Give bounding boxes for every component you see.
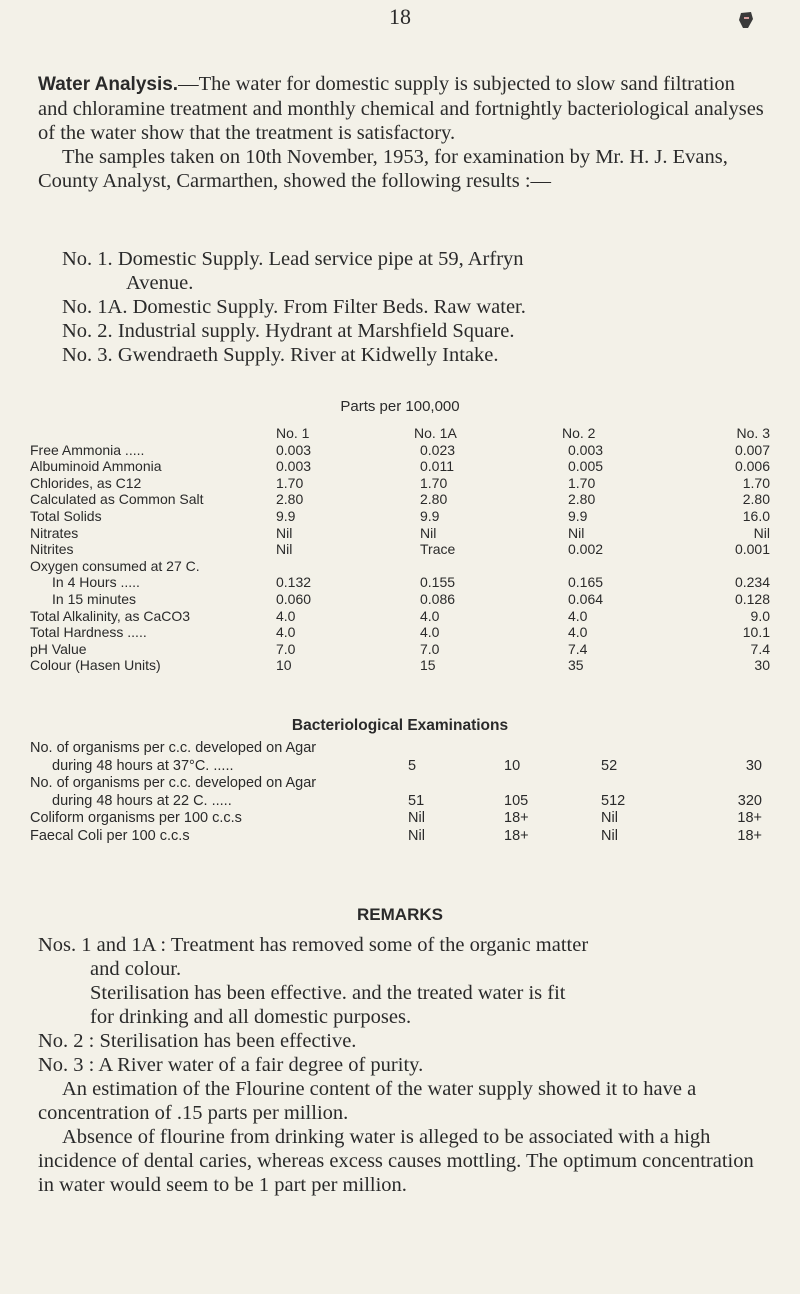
table-cell: 4.0 — [568, 624, 588, 641]
table-cell: 30 — [754, 657, 770, 674]
section-heading: Water Analysis. — [38, 74, 179, 95]
table-cell: 9.9 — [420, 507, 440, 524]
table-row — [30, 525, 770, 542]
table-cell: 0.002 — [568, 541, 604, 558]
column-header: No. 1 — [276, 425, 310, 441]
bact-cell: 52 — [601, 757, 618, 774]
table-cell: 2.80 — [742, 491, 770, 508]
table-row — [30, 591, 770, 608]
table-cell: 7.4 — [750, 640, 770, 657]
table-cell: 0.234 — [734, 574, 770, 591]
table-cell: Nil — [276, 524, 293, 541]
page-number: 18 — [389, 4, 411, 29]
sample-item — [62, 343, 782, 367]
row-label: during 48 hours at 37°C. ..... — [52, 757, 234, 774]
table-cell: 0.006 — [734, 458, 770, 475]
remark-line: Nos. 1 and 1A : Treatment has removed some of the organic matter — [38, 934, 589, 956]
table-cell: 0.132 — [276, 574, 312, 591]
bact-cell: 10 — [504, 757, 521, 774]
table-cell: 16.0 — [742, 507, 770, 524]
table-cell: 9.9 — [276, 507, 296, 524]
bact-cell: Nil — [408, 810, 425, 826]
table-cell: Nil — [568, 524, 585, 541]
table-row — [30, 458, 770, 475]
bact-row — [30, 828, 770, 846]
table-caption: Parts per 100,000 — [340, 398, 460, 415]
table-cell: Trace — [420, 541, 456, 558]
table-row — [30, 541, 770, 558]
table-cell: 4.0 — [276, 607, 296, 624]
bact-cell: 512 — [601, 792, 626, 809]
row-label: No. of organisms per c.c. developed on Agar — [30, 775, 317, 791]
row-label: Coliform organisms per 100 c.c.s — [30, 810, 242, 826]
bact-cell: Nil — [408, 827, 425, 844]
bact-row — [30, 775, 770, 793]
table-cell: 9.9 — [568, 507, 588, 524]
row-label: In 4 Hours ..... — [52, 574, 140, 591]
bact-row — [30, 793, 770, 811]
row-label: Faecal Coli per 100 c.c.s — [30, 827, 190, 844]
table-row — [30, 475, 770, 492]
remark-line: No. 2 : Sterilisation has been effective. — [38, 1030, 357, 1052]
row-label: Colour (Hasen Units) — [30, 657, 161, 674]
table-cell: 35 — [568, 657, 584, 674]
row-label: Total Solids — [30, 507, 102, 524]
table-cell: 4.0 — [420, 607, 440, 624]
table-cell: 4.0 — [276, 624, 296, 641]
table-row — [30, 657, 770, 674]
sample-number: No. 1A. — [62, 296, 128, 318]
bact-cell: 5 — [408, 757, 417, 774]
table-row — [30, 624, 770, 641]
table-cell: 0.155 — [420, 574, 456, 591]
row-label: Oxygen consumed at 27 C. — [30, 557, 200, 574]
remark-paragraph: Absence of flourine from drinking water is alleged to be associated with a high incidence of dental caries, whereas excess causes mottling. The optimum concentration in water would seem to be 1 part per million. — [38, 1126, 754, 1196]
sample-list — [62, 247, 782, 367]
table-row — [30, 574, 770, 591]
column-header: No. 2 — [562, 425, 596, 441]
table-cell: 15 — [420, 657, 436, 674]
table-cell: 2.80 — [420, 491, 448, 508]
bact-cell: 18+ — [504, 810, 529, 826]
table-cell: Nil — [753, 524, 770, 541]
corner-mark-icon — [737, 10, 755, 30]
table-cell: Nil — [276, 541, 293, 558]
table-cell: 0.086 — [420, 590, 456, 607]
bact-row — [30, 758, 770, 776]
remark-line: and colour. — [90, 958, 182, 980]
table-cell: 0.064 — [568, 590, 604, 607]
table-cell: 4.0 — [420, 624, 440, 641]
chemical-analysis-table — [30, 425, 770, 674]
bact-cell: 18+ — [737, 810, 762, 826]
intro-text-2: The samples taken on 10th November, 1953, for examination by Mr. H. J. Evans, County Analyst, Carmarthen, showed the following results :— — [38, 146, 728, 192]
table-header-row — [30, 425, 770, 442]
table-cell: 10.1 — [742, 624, 770, 641]
remark-line: Sterilisation has been effective. and the treated water is fit — [90, 982, 566, 1004]
table-row — [30, 442, 770, 459]
table-cell: 0.165 — [568, 574, 604, 591]
row-label: Nitrites — [30, 541, 74, 558]
table-cell: 7.0 — [276, 640, 296, 657]
table-cell: 0.128 — [734, 590, 770, 607]
sample-item-continued: Avenue. — [126, 272, 194, 294]
row-label: Total Alkalinity, as CaCO3 — [30, 607, 191, 624]
bact-row — [30, 810, 770, 828]
row-label: Free Ammonia ..... — [30, 441, 145, 458]
table-cell: 7.4 — [568, 640, 588, 657]
remarks-heading: REMARKS — [357, 905, 443, 924]
row-label: during 48 hours at 22 C. ..... — [52, 792, 232, 809]
table-cell: 4.0 — [568, 607, 588, 624]
bact-cell: 18+ — [504, 827, 529, 844]
bact-cell: Nil — [601, 810, 618, 826]
column-header: No. 3 — [736, 425, 770, 441]
sample-description: Industrial supply. Hydrant at Marshfield Square. — [117, 320, 515, 342]
sample-item — [62, 319, 782, 343]
bact-cell: 320 — [737, 792, 762, 809]
row-label: In 15 minutes — [52, 590, 137, 607]
remark-paragraph: An estimation of the Flourine content of the water supply showed it to have a concentration of .15 parts per million. — [38, 1078, 697, 1124]
remark-line: for drinking and all domestic purposes. — [90, 1006, 412, 1028]
table-cell: 1.70 — [568, 474, 596, 491]
sample-item — [62, 247, 782, 271]
sample-description: Domestic Supply. From Filter Beds. Raw water. — [132, 296, 526, 318]
table-cell: 1.70 — [276, 474, 304, 491]
sample-number: No. 1. — [62, 248, 113, 270]
bact-cell: 105 — [504, 792, 529, 809]
sample-number: No. 3. — [62, 344, 113, 366]
table-cell: 0.023 — [420, 441, 456, 458]
table-cell: 2.80 — [568, 491, 596, 508]
table-cell: 0.003 — [276, 458, 312, 475]
bact-row — [30, 740, 770, 758]
remark-line: No. 3 : A River water of a fair degree of purity. — [38, 1054, 424, 1076]
bact-cell: 30 — [745, 757, 762, 774]
bacteriological-table — [30, 740, 770, 845]
column-header: No. 1A — [414, 425, 457, 441]
table-row — [30, 558, 770, 575]
table-cell: 2.80 — [276, 491, 304, 508]
table-cell: 0.003 — [276, 441, 312, 458]
table-cell: 0.005 — [568, 458, 604, 475]
sample-description: Domestic Supply. Lead service pipe at 59, Arfryn — [117, 248, 524, 270]
table-row — [30, 508, 770, 525]
table-row — [30, 491, 770, 508]
sample-item — [62, 295, 782, 319]
table-cell: 0.001 — [734, 541, 770, 558]
table-cell: 1.70 — [420, 474, 448, 491]
row-label: No. of organisms per c.c. developed on Agar — [30, 740, 317, 756]
row-label: Nitrates — [30, 524, 79, 541]
intro-paragraph-2 — [38, 145, 768, 193]
table-cell: 9.0 — [750, 607, 770, 624]
sample-description: Gwendraeth Supply. River at Kidwelly Intake. — [117, 344, 499, 366]
table-cell: Nil — [420, 524, 437, 541]
table-cell: 0.011 — [420, 458, 454, 475]
intro-paragraph-1 — [38, 72, 768, 145]
table-cell: 10 — [276, 657, 292, 674]
bact-cell: 51 — [408, 792, 425, 809]
bact-cell: Nil — [601, 827, 618, 844]
intro-section — [38, 72, 768, 193]
remarks-section — [38, 933, 768, 1197]
table-cell: 7.0 — [420, 640, 440, 657]
row-label: Calculated as Common Salt — [30, 491, 204, 508]
table-row — [30, 641, 770, 658]
row-label: Chlorides, as C12 — [30, 474, 142, 491]
intro-text-1: —The water for domestic supply is subjected to slow sand filtration and chloramine treatment and monthly chemical and fortnightly bacteriological analyses of the water show that the treatment is satisfactory. — [38, 73, 764, 144]
sample-number: No. 2. — [62, 320, 113, 342]
row-label: Albuminoid Ammonia — [30, 458, 162, 475]
table-row — [30, 608, 770, 625]
table-cell: 0.007 — [734, 441, 770, 458]
table-cell: 0.003 — [568, 441, 604, 458]
table-cell: 0.060 — [276, 590, 312, 607]
bacteriological-heading: Bacteriological Examinations — [291, 717, 509, 734]
row-label: pH Value — [30, 640, 87, 657]
table-cell: 1.70 — [742, 474, 770, 491]
bact-cell: 18+ — [737, 827, 762, 844]
row-label: Total Hardness ..... — [30, 624, 147, 641]
